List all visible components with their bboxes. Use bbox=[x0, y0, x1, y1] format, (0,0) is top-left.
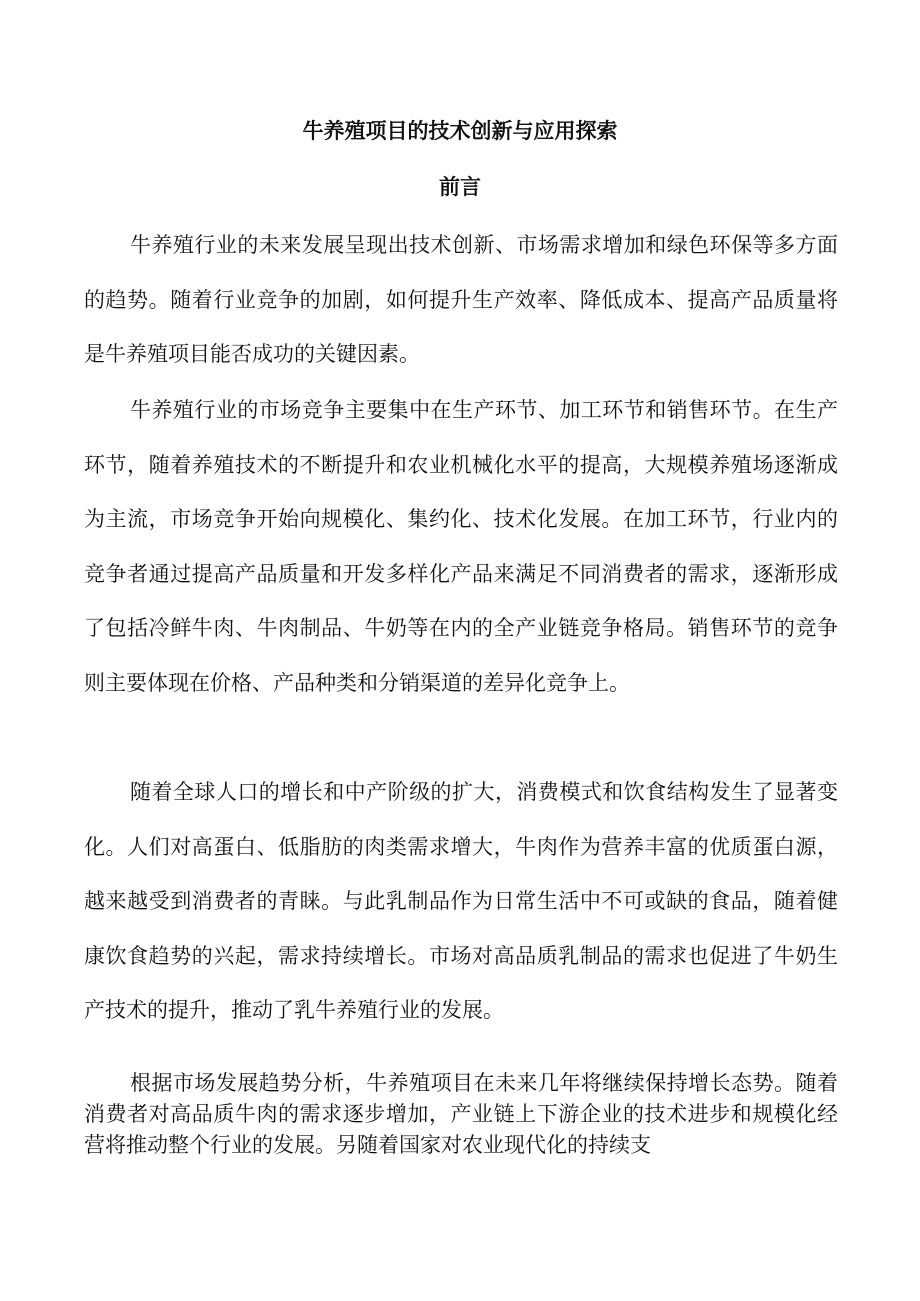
paragraph-3: 随着全球人口的增长和中产阶级的扩大，消费模式和饮食结构发生了显著变化。人们对高蛋白、低脂肪的肉类需求增大，牛肉作为营养丰富的优质蛋白源，越来越受到消费者的青睐。与此乳制品作为日常生活中不可或缺的食品，随着健康饮食趋势的兴起，需求持续增长。市场对高品质乳制品的需求也促进了牛奶生产技术的提升，推动了乳牛养殖行业的发展。 bbox=[84, 780, 838, 1022]
document-title: 牛养殖项目的技术创新与应用探索 bbox=[302, 118, 618, 143]
paragraph-1: 牛养殖行业的未来发展呈现出技术创新、市场需求增加和绿色环保等多方面的趋势。随着行业竞争的加剧，如何提升生产效率、降低成本、提高产品质量将是牛养殖项目能否成功的关键因素。 bbox=[84, 233, 838, 366]
section-heading-preface: 前言 bbox=[439, 174, 481, 199]
paragraph-4: 根据市场发展趋势分析，牛养殖项目在未来几年将继续保持增长态势。随着消费者对高品质牛肉的需求逐步增加，产业链上下游企业的技术进步和规模化经营将推动整个行业的发展。另随着国家对农业现代化的持续支 bbox=[84, 1071, 838, 1157]
paragraph-2: 牛养殖行业的市场竞争主要集中在生产环节、加工环节和销售环节。在生产环节，随着养殖技术的不断提升和农业机械化水平的提高，大规模养殖场逐渐成为主流，市场竞争开始向规模化、集约化、技术化发展。在加工环节，行业内的竞争者通过提高产品质量和开发多样化产品来满足不同消费者的需求，逐渐形成了包括冷鲜牛肉、牛肉制品、牛奶等在内的全产业链竞争格局。销售环节的竞争则主要体现在价格、产品种类和分销渠道的差异化竞争上。 bbox=[84, 398, 838, 695]
